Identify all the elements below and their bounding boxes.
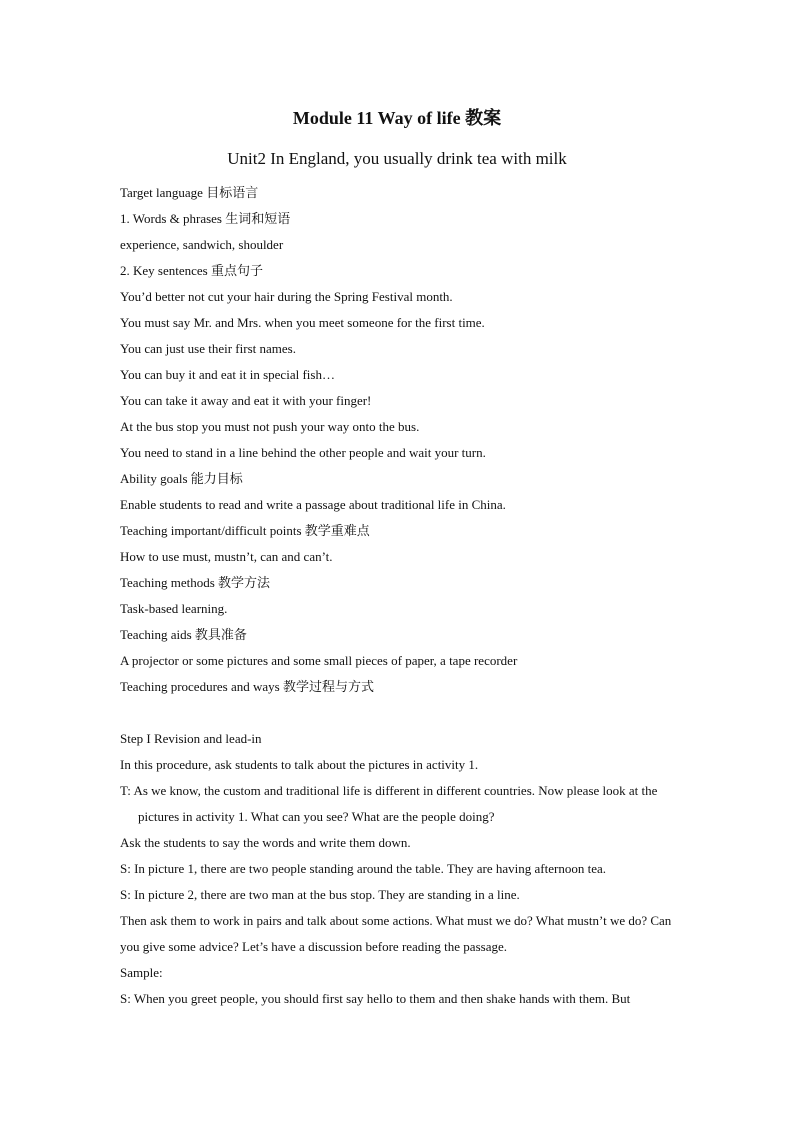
- section-heading-target-language: Target language 目标语言: [120, 185, 259, 200]
- document-subtitle: Unit2 In England, you usually drink tea with milk: [227, 149, 567, 168]
- paragraph: Ask the students to say the words and write them down.: [120, 835, 411, 850]
- paragraph: How to use must, mustn’t, can and can’t.: [120, 549, 333, 564]
- paragraph: Enable students to read and write a passage about traditional life in China.: [120, 497, 506, 512]
- key-sentence: You’d better not cut your hair during the Spring Festival month.: [120, 289, 453, 304]
- subsection-key-sentences: 2. Key sentences 重点句子: [120, 263, 263, 278]
- sample-label: Sample:: [120, 965, 163, 980]
- key-sentence: You can just use their first names.: [120, 341, 296, 356]
- key-sentence: You must say Mr. and Mrs. when you meet someone for the first time.: [120, 315, 485, 330]
- key-sentence: You need to stand in a line behind the other people and wait your turn.: [120, 445, 486, 460]
- section-heading-teaching-procedures: Teaching procedures and ways 教学过程与方式: [120, 679, 374, 694]
- step-heading: Step I Revision and lead-in: [120, 731, 262, 746]
- dialogue-student: S: When you greet people, you should first say hello to them and then shake hands with them. But: [120, 991, 631, 1006]
- dialogue-student: S: In picture 2, there are two man at the bus stop. They are standing in a line.: [120, 887, 520, 902]
- section-heading-teaching-aids: Teaching aids 教具准备: [120, 627, 247, 642]
- blank-line: [120, 700, 680, 726]
- section-heading-ability-goals: Ability goals 能力目标: [120, 471, 243, 486]
- document-title: Module 11 Way of life 教案: [292, 108, 502, 128]
- key-sentence: You can take it away and eat it with your finger!: [120, 393, 372, 408]
- paragraph: Task-based learning.: [120, 601, 228, 616]
- subsection-words-phrases: 1. Words & phrases 生词和短语: [120, 211, 291, 226]
- paragraph: A projector or some pictures and some small pieces of paper, a tape recorder: [120, 653, 518, 668]
- dialogue-teacher: T: As we know, the custom and traditional life is different in different countries. Now please look at the pictures in activity 1. What can you see? What are the people doing?: [120, 783, 658, 824]
- key-sentence: You can buy it and eat it in special fish…: [120, 367, 335, 382]
- document-body: [120, 180, 680, 1012]
- key-sentence: At the bus stop you must not push your way onto the bus.: [120, 419, 420, 434]
- dialogue-student: S: In picture 1, there are two people standing around the table. They are having afternoon tea.: [120, 861, 607, 876]
- section-heading-teaching-methods: Teaching methods 教学方法: [120, 575, 271, 590]
- vocabulary-list: experience, sandwich, shoulder: [120, 237, 284, 252]
- paragraph: In this procedure, ask students to talk about the pictures in activity 1.: [120, 757, 479, 772]
- paragraph: Then ask them to work in pairs and talk about some actions. What must we do? What mustn’t we do? Can you give some advice? Let’s have a discussion before reading the passage.: [120, 913, 672, 954]
- section-heading-important-points: Teaching important/difficult points 教学重难点: [120, 523, 370, 538]
